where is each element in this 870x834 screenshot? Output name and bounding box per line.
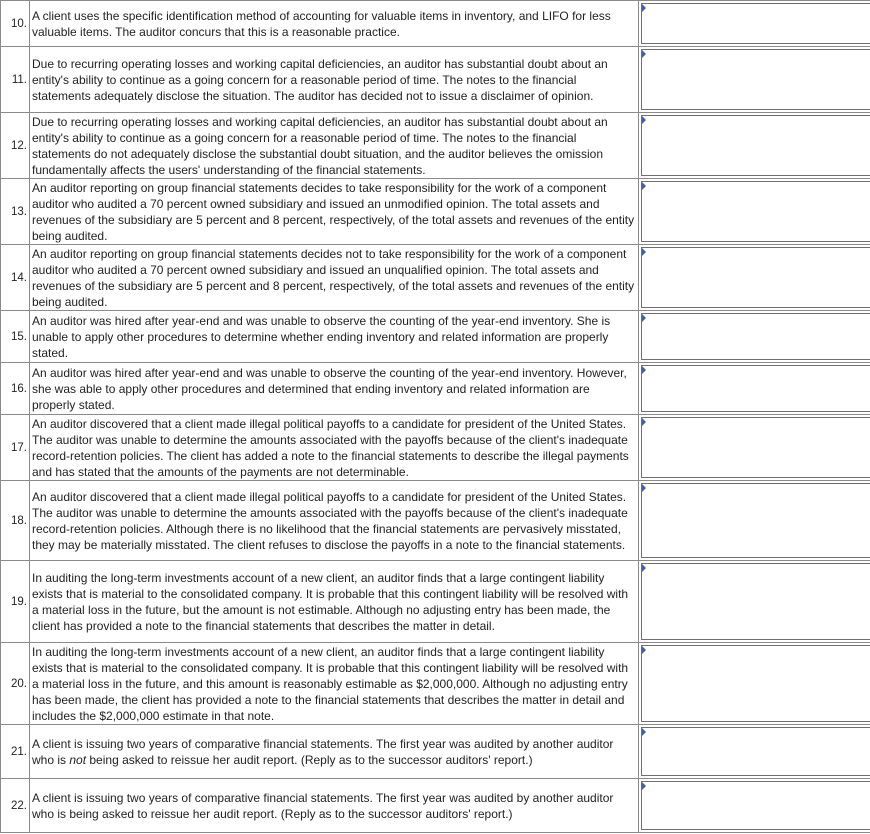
answer-dropdown[interactable] — [641, 247, 870, 308]
question-number: 19. — [1, 561, 30, 643]
answer-dropdown[interactable] — [641, 483, 870, 558]
question-number: 10. — [1, 1, 30, 47]
answer-dropdown[interactable] — [641, 181, 870, 242]
answer-dropdown[interactable] — [641, 563, 870, 640]
dropdown-arrow-icon — [642, 418, 646, 426]
dropdown-arrow-icon — [642, 646, 646, 654]
question-number: 21. — [1, 725, 30, 779]
dropdown-arrow-icon — [642, 248, 646, 256]
answer-cell — [639, 363, 870, 415]
question-table-body — [1, 1, 870, 833]
question-text-part: A client is issuing two years of comparative financial statements. The first year was audited by another auditor who is — [32, 736, 614, 767]
answer-cell — [639, 779, 870, 833]
question-number: 17. — [1, 415, 30, 481]
table-row — [1, 311, 870, 363]
answer-dropdown[interactable] — [641, 781, 870, 830]
question-number: 12. — [1, 113, 30, 179]
answer-dropdown[interactable] — [641, 727, 870, 776]
question-text-emphasis: not — [69, 752, 87, 767]
answer-cell — [639, 725, 870, 779]
answer-cell — [639, 245, 870, 311]
table-row — [1, 113, 870, 179]
dropdown-arrow-icon — [642, 366, 646, 374]
question-number: 14. — [1, 245, 30, 311]
answer-cell — [639, 1, 870, 47]
question-text: In auditing the long-term investments account of a new client, an auditor finds that a large contingent liability exists that is material to the consolidated company. It is probable that this contingent liability will be resolved with a material loss in the future, but the amount is not estimable. Although no adjusting entry has been made, the client has provided a note to the financial statements that describes the matter in detail. — [30, 561, 639, 643]
answer-cell — [639, 47, 870, 113]
answer-cell — [639, 481, 870, 561]
question-number: 20. — [1, 643, 30, 725]
question-text: An auditor discovered that a client made illegal political payoffs to a candidate for president of the United States. The auditor was unable to determine the amounts associated with the payoffs because of the client's inadequate record-retention policies. The client has added a note to the financial statements to describe the illegal payments and has stated that the amounts of the payments are not determinable. — [30, 415, 639, 481]
table-row — [1, 481, 870, 561]
answer-cell — [639, 415, 870, 481]
dropdown-arrow-icon — [642, 116, 646, 124]
question-number: 11. — [1, 47, 30, 113]
question-text: A client uses the specific identification method of accounting for valuable items in inventory, and LIFO for less valuable items. The auditor concurs that this is a reasonable practice. — [30, 1, 639, 47]
question-number: 15. — [1, 311, 30, 363]
question-number: 18. — [1, 481, 30, 561]
dropdown-arrow-icon — [642, 728, 646, 736]
answer-cell — [639, 643, 870, 725]
answer-dropdown[interactable] — [641, 645, 870, 722]
table-row — [1, 179, 870, 245]
dropdown-arrow-icon — [642, 182, 646, 190]
dropdown-arrow-icon — [642, 564, 646, 572]
dropdown-arrow-icon — [642, 50, 646, 58]
question-number: 13. — [1, 179, 30, 245]
question-text: In auditing the long-term investments account of a new client, an auditor finds that a large contingent liability exists that is material to the consolidated company. It is probable that this contingent liability will be resolved with a material loss in the future, and this amount is reasonably estimable as $2,000,000. Although no adjusting entry has been made, the client has provided a note to the financial statements that describes the matter in detail and includes the $2,000,000 estimate in that note. — [30, 643, 639, 725]
question-text: An auditor discovered that a client made illegal political payoffs to a candidate for president of the United States. The auditor was unable to determine the amounts associated with the payoffs because of the client's inadequate record-retention policies. Although there is no likelihood that the financial statements are pervasively misstated, they may be materially misstated. The client refuses to disclose the payoffs in a note to the financial statements. — [30, 481, 639, 561]
question-text: Due to recurring operating losses and working capital deficiencies, an auditor has substantial doubt about an entity's ability to continue as a going concern for a reasonable period of time. The notes to the financial statements do not adequately disclose the substantial doubt situation, and the auditor believes the omission fundamentally affects the users' understanding of the financial statements. — [30, 113, 639, 179]
table-row — [1, 47, 870, 113]
question-number: 16. — [1, 363, 30, 415]
table-row — [1, 245, 870, 311]
question-text — [30, 725, 639, 779]
question-text: An auditor reporting on group financial statements decides not to take responsibility for the work of a component auditor who audited a 70 percent owned subsidiary and issued an unqualified opinion. The total assets and revenues of the subsidiary are 5 percent and 8 percent, respectively, of the total assets and revenues of the entity being audited. — [30, 245, 639, 311]
answer-cell — [639, 561, 870, 643]
table-row — [1, 363, 870, 415]
answer-cell — [639, 113, 870, 179]
answer-cell — [639, 179, 870, 245]
question-text-part: being asked to reissue her audit report. (Reply as to the successor auditors' report.) — [86, 752, 533, 767]
question-text: An auditor was hired after year-end and was unable to observe the counting of the year-end inventory. She is unable to apply other procedures to determine whether ending inventory and related information are properly stated. — [30, 311, 639, 363]
dropdown-arrow-icon — [642, 4, 646, 12]
answer-dropdown[interactable] — [641, 3, 870, 44]
dropdown-arrow-icon — [642, 484, 646, 492]
table-row — [1, 725, 870, 779]
answer-dropdown[interactable] — [641, 417, 870, 478]
table-row — [1, 779, 870, 833]
table-row — [1, 415, 870, 481]
answer-dropdown[interactable] — [641, 115, 870, 176]
table-row — [1, 643, 870, 725]
question-text: An auditor reporting on group financial statements decides to take responsibility for the work of a component auditor who audited a 70 percent owned subsidiary and issued an unmodified opinion. The total assets and revenues of the subsidiary are 5 percent and 8 percent, respectively, of the total assets and revenues of the entity being audited. — [30, 179, 639, 245]
table-row — [1, 561, 870, 643]
answer-dropdown[interactable] — [641, 313, 870, 360]
dropdown-arrow-icon — [642, 782, 646, 790]
answer-cell — [639, 311, 870, 363]
answer-dropdown[interactable] — [641, 365, 870, 412]
table-row — [1, 1, 870, 47]
answer-dropdown[interactable] — [641, 49, 870, 110]
question-number: 22. — [1, 779, 30, 833]
question-text: An auditor was hired after year-end and was unable to observe the counting of the year-end inventory. However, she was able to apply other procedures and determined that ending inventory and related information are properly stated. — [30, 363, 639, 415]
question-text: Due to recurring operating losses and working capital deficiencies, an auditor has substantial doubt about an entity's ability to continue as a going concern for a reasonable period of time. The notes to the financial statements adequately disclose the situation. The auditor has decided not to issue a disclaimer of opinion. — [30, 47, 639, 113]
question-text: A client is issuing two years of comparative financial statements. The first year was audited by another auditor who is being asked to reissue her audit report. (Reply as to the successor auditors' report.) — [30, 779, 639, 833]
dropdown-arrow-icon — [642, 314, 646, 322]
